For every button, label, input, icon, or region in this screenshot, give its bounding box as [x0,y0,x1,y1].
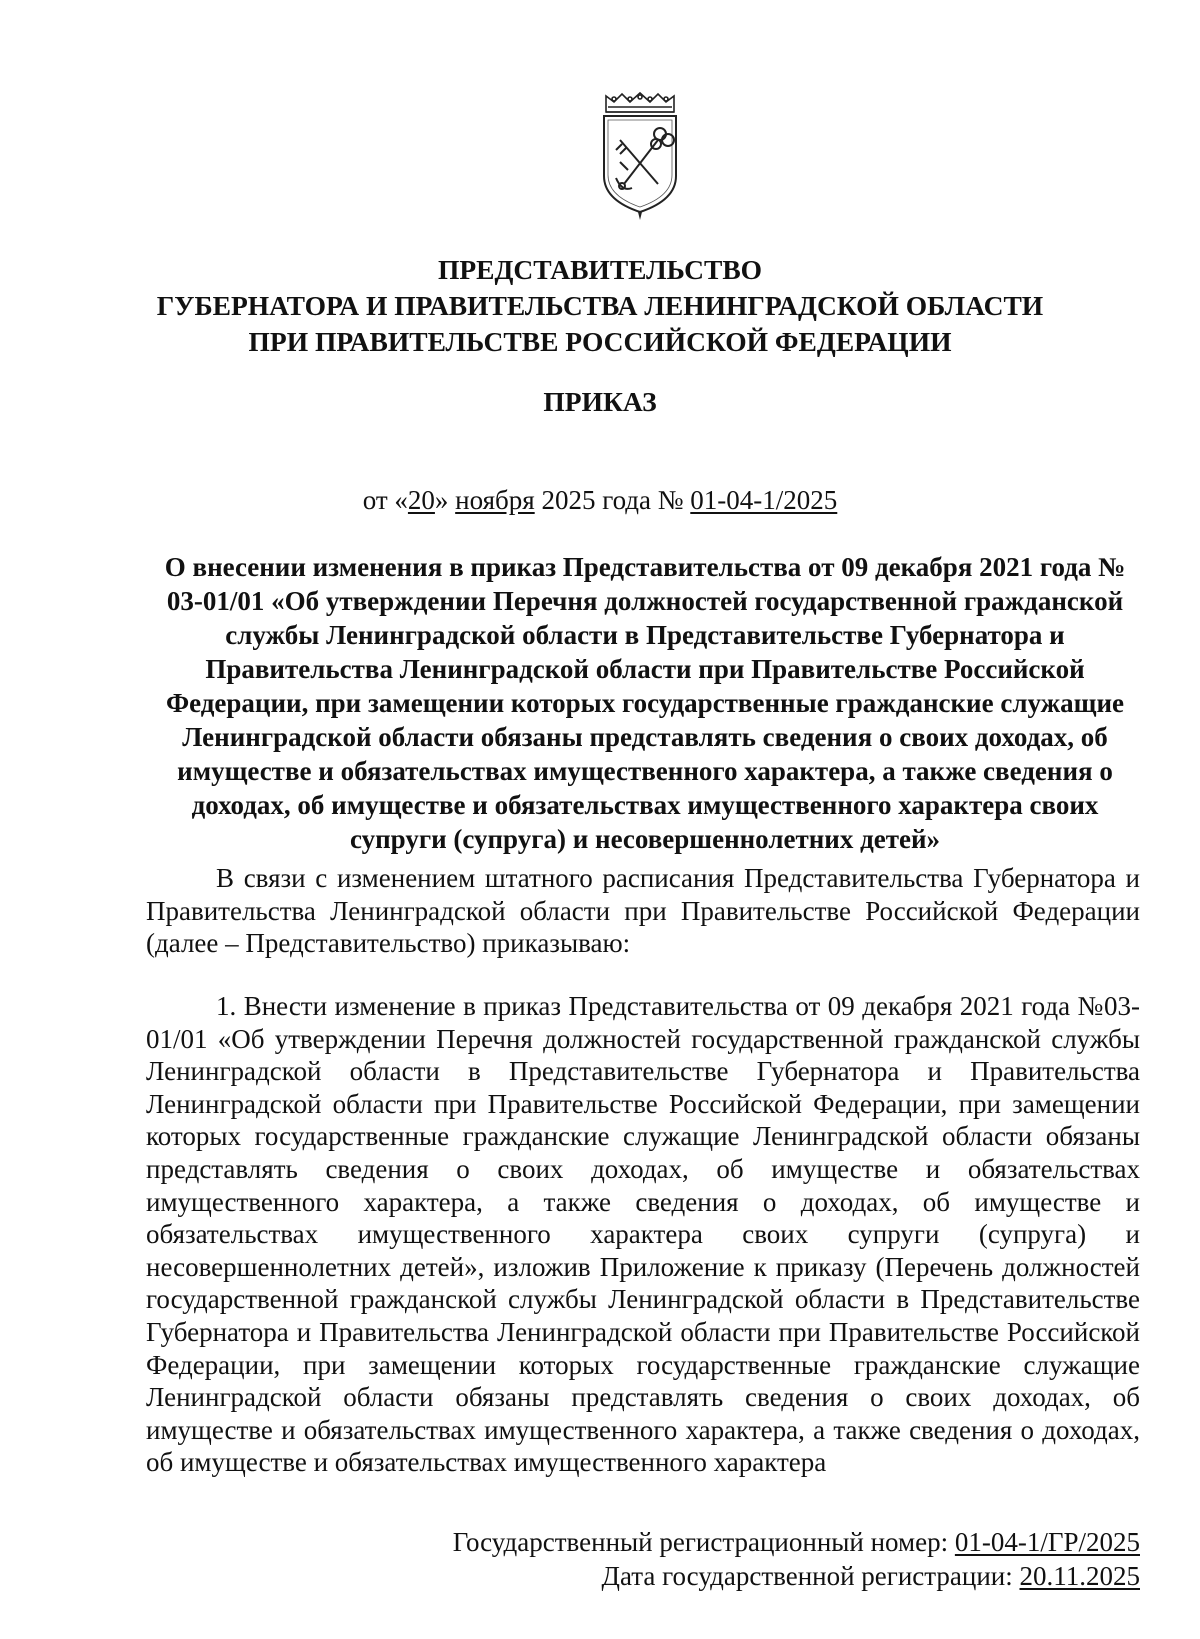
org-line-3: ПРИ ПРАВИТЕЛЬСТВЕ РОССИЙСКОЙ ФЕДЕРАЦИИ [248,326,952,357]
registration-date-value: 20.11.2025 [1019,1561,1140,1591]
date-year: 2025 года № [534,485,691,515]
registration-number-label: Государственный регистрационный номер: [452,1527,955,1557]
document-type: ПРИКАЗ [543,386,657,417]
registration-date-label: Дата государственной регистрации: [601,1561,1020,1591]
registration-number-line [240,1526,1140,1558]
order-number: 01-04-1/2025 [690,485,838,515]
registration-number-value: 01-04-1/ГР/2025 [954,1527,1140,1557]
clause-1-paragraph: 1. Внести изменение в приказ Представительства от 09 декабря 2021 года №03-01/01 «Об утверждении Перечня должностей государственной гражданской службы Ленинградской области в Представительстве Губернатора и Правительства Ленинградской области при Правительстве Российской Федерации, при замещении которых государственные гражданские служащие Ленинградской области обязаны представлять сведения о своих доходах, об имуществе и обязательствах имущественного характера, а также сведения о доходах, об имуществе и обязательствах имущественного характера своих супруги (супруга) и несовершеннолетних детей», изложив Приложение к приказу (Перечень должностей государственной гражданской службы Ленинградской области в Представительстве Губернатора и Правительства Ленинградской области при Правительстве Российской Федерации, при замещении которых государственные гражданские служащие Ленинградской области обязаны представлять сведения о своих доходах, об имуществе и обязательствах имущественного характера, а также сведения о доходах, об имуществе и обязательствах имущественного характера [146,991,1140,1478]
organization-name [100,252,1100,360]
registration-date-line [240,1560,1140,1592]
org-line-2: ГУБЕРНАТОРА И ПРАВИТЕЛЬСТВА ЛЕНИНГРАДСКОЙ ОБЛАСТИ [156,290,1044,321]
preamble-paragraph: В связи с изменением штатного расписания Представительства Губернатора и Правительства Ленинградской области при Правительстве Российской Федерации (далее – Представительство) приказываю: [146,863,1140,959]
org-line-1: ПРЕДСТАВИТЕЛЬСТВО [437,254,763,285]
coat-of-arms-icon [598,88,682,222]
order-date-line [100,482,1100,518]
date-prefix: от « [362,485,408,515]
order-subject: О внесении изменения в приказ Представительства от 09 декабря 2021 года № 03-01/01 «Об утверждении Перечня должностей государственной гражданской службы Ленинградской области в Представительстве Губернатора и Правительства Ленинградской области при Правительстве Российской Федерации, при замещении которых государственные гражданские служащие Ленинградской области обязаны представлять сведения о своих доходах, об имуществе и обязательствах имущественного характера, а также сведения о доходах, об имуществе и обязательствах имущественного характера своих супруги (супруга) и несовершеннолетних детей» [164,552,1126,854]
date-day: 20 [407,485,435,515]
date-mid: » [434,485,456,515]
date-month: ноября [455,485,535,515]
